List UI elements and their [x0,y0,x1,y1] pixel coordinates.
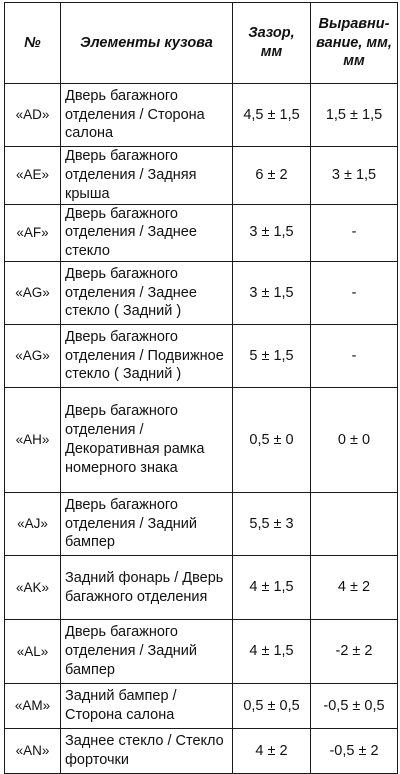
row-code: «AD» [5,84,61,147]
row-element: Дверь багажного отделения / Задняя крыша [61,147,233,205]
header-gap: Зазор, мм [233,3,311,84]
row-alignment: -0,5 ± 0,5 [311,684,398,729]
body-gaps-table [4,2,398,774]
header-alignment: Выравни-вание, мм, мм [311,3,398,84]
row-code: «AF» [5,204,61,262]
table-row [5,684,398,729]
row-alignment: 0 ± 0 [311,388,398,493]
row-alignment: -2 ± 2 [311,620,398,684]
row-element: Дверь багажного отделения / Задний бампер [61,620,233,684]
row-code: «AG» [5,262,61,325]
row-alignment: 1,5 ± 1,5 [311,84,398,147]
row-gap: 4 ± 1,5 [233,620,311,684]
row-element: Дверь багажного отделения / Задний бампер [61,493,233,556]
row-gap: 6 ± 2 [233,147,311,205]
header-number: № [5,3,61,84]
row-element: Дверь багажного отделения / Сторона салона [61,84,233,147]
table-row [5,204,398,262]
row-element: Заднее стекло / Стекло форточки [61,729,233,774]
row-code: «AK» [5,556,61,620]
row-gap: 3 ± 1,5 [233,262,311,325]
row-gap: 0,5 ± 0 [233,388,311,493]
row-alignment: -0,5 ± 2 [311,729,398,774]
row-element: Дверь багажного отделения / Заднее стекло [61,204,233,262]
row-code: «AJ» [5,493,61,556]
table-row [5,147,398,205]
row-gap: 0,5 ± 0,5 [233,684,311,729]
row-code: «AM» [5,684,61,729]
row-element: Дверь багажного отделения / Декоративная рамка номерного знака [61,388,233,493]
row-alignment [311,493,398,556]
row-gap: 4 ± 1,5 [233,556,311,620]
table-row [5,729,398,774]
table-row [5,388,398,493]
row-gap: 5,5 ± 3 [233,493,311,556]
header-row [5,3,398,84]
row-alignment: - [311,262,398,325]
table-body [5,84,398,774]
row-gap: 5 ± 1,5 [233,325,311,388]
table-row [5,262,398,325]
table-row [5,493,398,556]
row-alignment: 3 ± 1,5 [311,147,398,205]
header-elements: Элементы кузова [61,3,233,84]
row-code: «AH» [5,388,61,493]
row-element: Дверь багажного отделения / Подвижное стекло ( Задний ) [61,325,233,388]
row-code: «AG» [5,325,61,388]
row-gap: 3 ± 1,5 [233,204,311,262]
row-element: Дверь багажного отделения / Заднее стекло ( Задний ) [61,262,233,325]
row-element: Задний бампер / Сторона салона [61,684,233,729]
row-alignment: - [311,325,398,388]
row-gap: 4,5 ± 1,5 [233,84,311,147]
row-alignment: - [311,204,398,262]
table-row [5,325,398,388]
row-code: «AL» [5,620,61,684]
table-row [5,84,398,147]
row-code: «AN» [5,729,61,774]
row-element: Задний фонарь / Дверь багажного отделения [61,556,233,620]
table-row [5,556,398,620]
row-alignment: 4 ± 2 [311,556,398,620]
row-code: «AE» [5,147,61,205]
row-gap: 4 ± 2 [233,729,311,774]
table-row [5,620,398,684]
